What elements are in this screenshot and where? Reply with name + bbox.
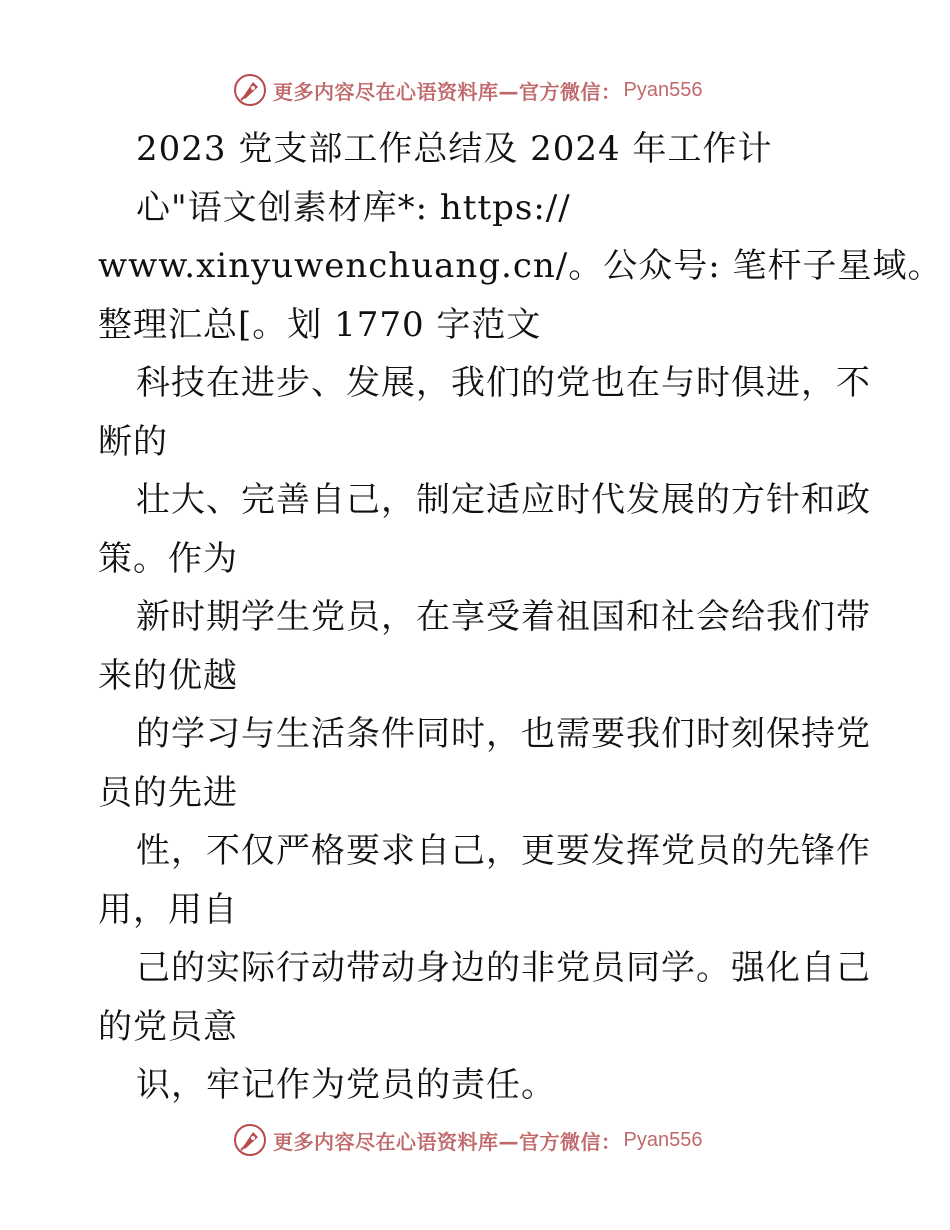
pen-nib-logo-icon xyxy=(233,73,267,107)
document-body xyxy=(98,120,943,1115)
text-line: www.xinyuwenchuang.cn/。公众号: 笔杆子星域。 xyxy=(98,246,943,286)
text-line: 壮大、完善自己，制定适应时代发展的方针和政 xyxy=(136,480,871,520)
watermark-text: 更多内容尽在心语资料库—官方微信： xyxy=(273,79,622,104)
text-line: 心"语文创素材库*: https:// xyxy=(136,187,571,228)
footer-watermark xyxy=(233,1120,702,1160)
pen-nib-logo-icon xyxy=(233,1123,267,1157)
text-line: 来的优越 xyxy=(98,655,238,696)
text-line: 断的 xyxy=(98,421,168,462)
header-watermark xyxy=(233,70,702,110)
text-line: 2023 党支部工作总结及 2024 年工作计 xyxy=(136,129,773,169)
text-line: 策。作为 xyxy=(98,538,238,579)
watermark-text: 更多内容尽在心语资料库—官方微信： xyxy=(273,1129,622,1154)
text-line: 用，用自 xyxy=(98,889,238,930)
text-line: 的学习与生活条件同时，也需要我们时刻保持党 xyxy=(136,714,871,754)
text-line: 性，不仅严格要求自己，更要发挥党员的先锋作 xyxy=(136,831,871,871)
text-line: 的党员意 xyxy=(98,1006,238,1047)
watermark-handle: Pyan556 xyxy=(623,78,703,101)
text-line: 整理汇总[。划 1770 字范文 xyxy=(98,304,542,345)
text-line: 员的先进 xyxy=(98,772,238,813)
text-line: 新时期学生党员，在享受着祖国和社会给我们带 xyxy=(136,597,871,637)
text-line: 识，牢记作为党员的责任。 xyxy=(136,1065,556,1105)
text-line: 科技在进步、发展，我们的党也在与时俱进，不 xyxy=(136,363,871,403)
watermark-handle: Pyan556 xyxy=(623,1128,703,1151)
text-line: 己的实际行动带动身边的非党员同学。强化自己 xyxy=(136,948,871,988)
